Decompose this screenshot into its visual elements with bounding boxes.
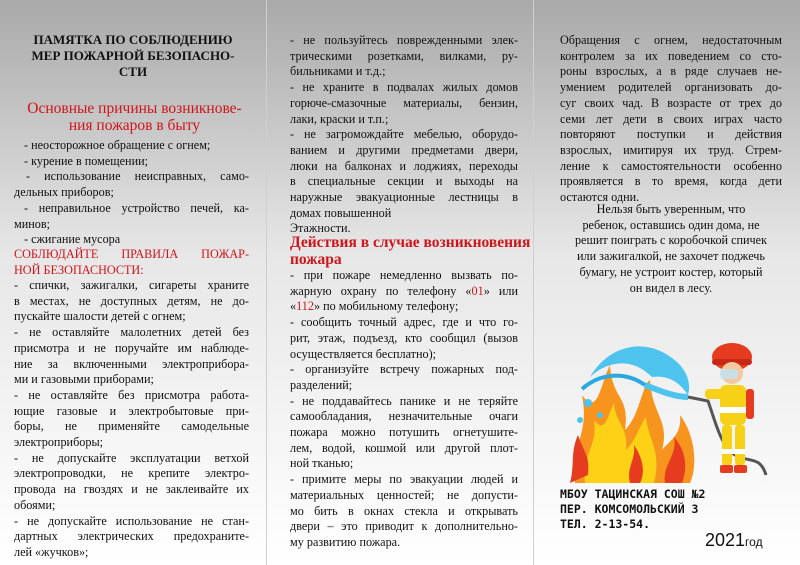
text-line: повторяют поступки и действия [560,127,782,142]
text-line: «112» по мобильному телефону; [290,299,459,314]
text-line: лей «жучков»; [14,544,89,559]
year-label [705,530,763,551]
text-line: ребенок, оставшись один дома, не [582,217,760,232]
text-line: разделений; [290,377,353,392]
paragraph [560,33,782,206]
text-line: ванием и другими предметами двери, [290,142,518,157]
text-line: двери – это приводит к дополнительно- [290,519,518,534]
list-item: - неправильное устройство печей, ка- [24,200,249,215]
text-line: ющие газовые и электробытовые при- [14,403,249,418]
text-line: проявляется в то время, когда дети [560,174,782,189]
heading-line: Действия в случае возникновения [290,234,531,251]
text-line: лем, водой, кошмой или другой плот- [290,440,518,455]
text-line: суг своих чад. В возрасте от трех до [560,95,782,110]
text-line: - спички, зажигалки, сигареты храните [14,278,249,292]
text-line: жарную охрану по телефону «01» или [290,283,518,298]
text-line: му развитию пожара. [290,534,401,549]
text-line: ной тканью; [290,456,354,471]
text-line: пожара можно потушить огнетушите- [290,425,518,440]
text-line: - не загромождайте мебелью, оборудо- [290,127,518,142]
text-line: остаются одни. [560,190,640,205]
text-line: рит, этаж, подъезд, кто сообщил (вызов [290,330,518,345]
actions-list [290,268,518,551]
text-line: ление к самостоятельности особенно [560,158,782,173]
text-line: Обращения с огнем, недостаточным [560,33,782,47]
text-line: в местах, не доступных детям, не до- [14,293,249,308]
title-line: МЕР ПОЖАРНОЙ БЕЗОПАСНО- [31,48,235,63]
text-line: провода на гвоздях и не заклеивайте их [14,482,249,497]
text-line: контролем за их поведением со сто- [560,48,782,63]
school-address: ПЕР. КОМСОМОЛЬСКИЙ 3 [560,502,699,516]
text-line: бильниками и т.д.; [290,64,386,79]
text-line: осуществляется бесплатно); [290,346,437,361]
text-line: присмотра и не поручайте им наблюде- [14,340,249,355]
text-line: домах повышенной [290,205,392,220]
causes-list [14,138,249,248]
text-line: решит поиграть с коробочкой спичек [574,233,768,248]
list-item: дельных приборов; [14,185,114,200]
text-line: ми и газовыми приборами; [14,372,154,387]
text-line: материальных ценностей; не допусти- [290,487,518,502]
firefighter-icon [705,343,754,473]
list-item: - курение в помещении; [24,153,149,168]
list-item: - неосторожное обращение с огнем; [24,138,211,152]
rules-heading [14,247,249,278]
school-info [560,487,705,532]
school-name: МБОУ ТАЦИНСКАЯ СОШ №2 [560,487,706,501]
text-line: наружные эвакуационные лестницы в [290,190,518,205]
heading-line: пожара [290,251,342,268]
actions-heading [290,234,531,268]
text-line: в специальные секции и выходы на [290,174,518,189]
text-line: - не поддавайтесь панике и не теряйте [290,393,518,408]
text-line: лаки, краски и т.п.; [290,111,389,126]
text-line: люки на балконах и лоджиях, переходы [290,158,518,173]
text-line: он видел в лесу. [629,280,713,295]
text-line: электроприборы; [14,435,104,450]
text-line: семи лет дети в своих играх часто [560,111,782,126]
text-line: - сообщить точный адрес, где и что го- [290,315,518,330]
text-line: горюче-смазочные материалы, бензин, [290,95,518,110]
text-line: - не оставляйте без присмотра работа- [14,387,249,402]
paragraph [560,202,782,296]
heading-line: ния пожаров в быту [68,117,201,134]
text-line: или зажигалкой, не захочет поджечь [577,249,765,264]
text-line: - не оставляйте малолетних детей без [14,325,249,340]
text-line: - при пожаре немедленно вызвать по- [290,268,518,282]
brochure-title [22,32,244,80]
list-item: - сжигание мусора [24,232,121,247]
heading-line: СОБЛЮДАЙТЕ ПРАВИЛА ПОЖАР- [14,247,249,261]
text-line: - не пользуйтесь поврежденными элек- [290,33,518,47]
heading-line: НОЙ БЕЗОПАСНОСТИ: [14,262,144,277]
firefighter-illustration [570,325,785,485]
title-line: СТИ [118,64,148,79]
text-line: взрослых, имитируя их труд. Стрем- [560,142,782,157]
text-line: боры, не применяйте самодельные [14,419,249,434]
text-line: пускайте шалости детей с огнем; [14,309,186,324]
text-line: - организуйте встречу пожарных под- [290,362,518,377]
school-phone: ТЕЛ. 2-13-54. [560,517,651,531]
rules-list [14,278,249,561]
year-value: 2021 [705,530,746,550]
text-line: электропроводки, не крепите электро- [14,466,249,481]
text-line: мо бить в окнах стекла и открывать [290,503,518,518]
text-line: - примите меры по эвакуации людей и [290,472,518,487]
text-line: роны взрослых, а в ряде случаев не- [560,64,782,79]
list-item: минов; [14,216,50,231]
text-line: Этажности. [290,221,351,236]
text-line: умением родителей организовать до- [560,80,782,95]
list-item: - использование неисправных, само- [26,169,249,184]
text-line: - не храните в подвалах жилых домов [290,80,518,95]
text-line: трическими розетками, вилками, ру- [290,48,518,63]
rules-list-continued [290,33,518,237]
title-line: ПАМЯТКА ПО СОБЛЮДЕНИЮ [33,32,233,47]
text-line: обоями; [14,497,56,512]
text-line: Нельзя быть уверенным, что [596,202,746,216]
heading-line: Основные причины возникнове- [27,100,242,117]
fold-divider [266,0,267,565]
text-line: бумагу, не устроит костер, который [579,264,763,279]
text-line: ние за включенными электроприбора- [14,356,249,371]
text-line: дартных электрических предохраните- [14,529,249,544]
text-line: - не допускайте использование не стан- [14,513,249,528]
text-line: самообладания, незначительные очаги [290,409,518,424]
causes-heading [22,100,247,134]
fold-divider [533,0,534,565]
year-suffix: год [745,535,763,549]
text-line: - не допускайте эксплуатации ветхой [14,450,249,465]
